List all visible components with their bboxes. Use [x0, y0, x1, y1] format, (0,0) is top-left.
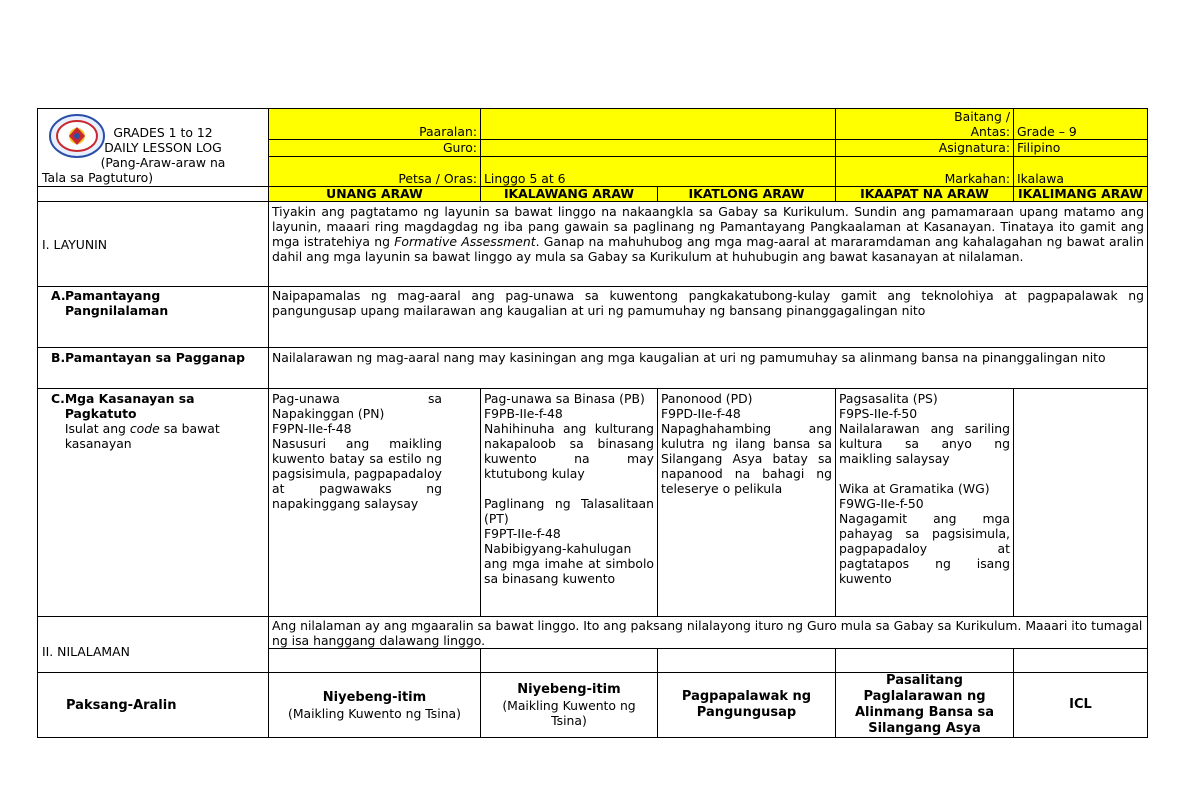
nilalaman-label: II. NILALAMAN	[38, 617, 269, 673]
layunin-text	[269, 202, 1148, 287]
section-b-letter: B.	[51, 350, 66, 365]
section-a-letter: A.	[51, 288, 66, 303]
section-c-title-line-2: Pagkatuto	[64, 406, 137, 421]
paksa-day-1-title: Niyebeng-itim	[322, 689, 427, 705]
paksa-day-2-title: Niyebeng-itim	[517, 682, 621, 697]
layunin-text-part-1: Tiyakin ang pagtatamo ng layunin sa bawat linggo na nakaangkla sa Gabay sa Kurikulum. Sundin ang pamamaraan upang matamo ang layunin, maaari ring magdagdag ng iba pang gawain sa paglinang ng Pamantayang Pangkaalaman at Kasanayan. Tinataya ito gamit ang mga istratehiya ng	[272, 204, 1144, 249]
kasanayan-day-3-line: Panonood (PD)	[661, 391, 753, 406]
day-header-3: IKATLONG ARAW	[658, 187, 836, 202]
kasanayan-day-3-code: F9PD-IIe-f-48	[661, 406, 741, 421]
quarter-value[interactable]: Ikalawa	[1014, 156, 1148, 186]
grade-label	[836, 109, 1014, 140]
kasanayan-day-4-desc: Nailalarawan ang sariling kultura sa anyo ng maikling salaysay	[839, 421, 1010, 466]
kasanayan-day-4-code-b: F9WG-IIe-f-50	[839, 496, 924, 511]
date-value[interactable]: Linggo 5 at 6	[481, 156, 836, 186]
pamantayang-pangnilalaman-label	[38, 287, 269, 348]
kasanayan-day-2-desc: Nahihinuha ang kulturang nakapaloob sa binasang kuwento na may ktutubong kulay	[484, 421, 654, 481]
kasanayan-day-1-desc: Nasusuri ang maikling kuwento batay sa estilo ng pagsisimula, pagpapadaloy at pagwawaks ng napakinggang salaysay	[272, 436, 443, 511]
teacher-label: Guro:	[269, 140, 481, 156]
paksa-day-5: ICL	[1014, 673, 1148, 738]
nilalaman-day-4	[836, 649, 1014, 673]
title-line-3: (Pang-Araw-araw na	[100, 155, 226, 170]
quarter-label: Markahan:	[836, 156, 1014, 186]
day-header-4: IKAAPAT NA ARAW	[836, 187, 1014, 202]
pamantayan-pagganap-label	[38, 348, 269, 389]
kasanayan-day-2-desc-b: Nabibigyang-kahulugan ang mga imahe at simbolo sa binasang kuwento	[484, 541, 654, 586]
nilalaman-day-5	[1014, 649, 1148, 673]
kasanayan-day-5	[1014, 389, 1148, 617]
grade-value[interactable]: Grade – 9	[1014, 109, 1148, 140]
grade-label-line-2: Antas:	[970, 124, 1010, 139]
nilalaman-day-1	[269, 649, 481, 673]
kasanayan-day-3-desc: Napaghahambing ang kulutra ng ilang bansa sa Silangang Asya batay sa napanood na bahagi ng teleserye o pelikula	[661, 421, 832, 496]
day-header-1: UNANG ARAW	[269, 187, 481, 202]
date-label: Petsa / Oras:	[269, 156, 481, 186]
kasanayan-day-3	[658, 389, 836, 617]
grade-label-line-1: Baitang /	[954, 109, 1010, 124]
kasanayan-day-4-desc-b: Nagagamit ang mga pahayag sa pagsisimula, pagpapadaloy at pagtatapos ng isang kuwento	[839, 511, 1010, 586]
kasanayan-day-2-code: F9PB-IIe-f-48	[484, 406, 563, 421]
section-c-note-italic: code	[129, 421, 160, 436]
day-header-5: IKALIMANG ARAW	[1014, 187, 1148, 202]
section-c-title	[65, 391, 265, 451]
kasanayan-day-4-code: F9PS-IIe-f-50	[839, 406, 918, 421]
day-header-blank	[38, 187, 269, 202]
section-c-title-line-1: Mga Kasanayan sa	[64, 391, 195, 406]
kasanayan-day-4-line-b: Wika at Gramatika (WG)	[839, 481, 990, 496]
kasanayan-day-1-line: Pag-unawa sa Napakinggan (PN)	[272, 391, 442, 421]
pamantayan-pagganap-text: Nailalarawan ng mag-aaral nang may kasiningan ang mga kaugalian at uri ng pamumuhay sa alinmang bansa na pinanggalingan nito	[269, 348, 1148, 389]
kasanayan-day-2-spacer	[484, 481, 654, 496]
pamantayang-pangnilalaman-heading	[41, 288, 265, 318]
section-a-title-line-2: Pangnilalaman	[65, 303, 169, 318]
teacher-value[interactable]	[481, 140, 836, 156]
title-line-2: DAILY LESSON LOG	[104, 140, 222, 155]
kasanayan-day-4	[836, 389, 1014, 617]
school-label: Paaralan:	[269, 109, 481, 140]
section-c-note-part-2: sa bawat kasanayan	[64, 421, 220, 451]
paksa-day-2	[481, 673, 658, 738]
subject-label: Asignatura:	[836, 140, 1014, 156]
nilalaman-day-2	[481, 649, 658, 673]
daily-lesson-log-table	[37, 108, 1148, 738]
section-c-note	[65, 421, 265, 451]
layunin-text-part-2: . Ganap na mahuhubog ang mga mag-aaral at mararamdaman ang kahalagahan ng bawat aralin dahil ang mga layunin sa bawat linggo ay mula sa Gabay sa Kurikulum at huhubugin ang bawat kasanayan at nilalaman.	[272, 234, 1144, 264]
subject-value[interactable]: Filipino	[1014, 140, 1148, 156]
section-c-letter: C.	[51, 391, 65, 406]
title-line-4: Tala sa Pagtuturo)	[42, 170, 154, 185]
day-header-2: IKALAWANG ARAW	[481, 187, 658, 202]
kasanayan-day-2-line: Pag-unawa sa Binasa (PB)	[484, 391, 645, 406]
paksa-day-2-sub: (Maikling Kuwento ng Tsina)	[502, 698, 636, 728]
kasanayan-day-1	[269, 389, 481, 617]
title-line-1: GRADES 1 to 12	[113, 125, 213, 140]
kasanayan-day-2-line-b: Paglinang ng Talasalitaan (PT)	[484, 496, 654, 526]
kasanayan-label	[38, 389, 269, 617]
header-title-cell	[38, 109, 269, 187]
section-a-title	[65, 288, 168, 318]
kasanayan-day-4-spacer	[839, 466, 1010, 481]
kasanayan-day-1-code: F9PN-IIe-f-48	[272, 421, 352, 436]
school-value[interactable]	[481, 109, 836, 140]
layunin-label: I. LAYUNIN	[38, 202, 269, 287]
pamantayan-pagganap-heading	[41, 350, 265, 365]
paksa-day-3: Pagpapalawak ng Pangungusap	[658, 673, 836, 738]
kasanayan-day-4-line: Pagsasalita (PS)	[839, 391, 938, 406]
section-a-title-line-1: Pamantayang	[65, 288, 161, 303]
nilalaman-text: Ang nilalaman ay ang mgaaralin sa bawat linggo. Ito ang paksang nilalayong ituro ng Guro mula sa Gabay sa Kurikulum. Maaari ito tumagal ng isa hanggang dalawang linggo.	[269, 617, 1148, 649]
section-b-title: Pamantayan sa Pagganap	[65, 350, 245, 365]
paksa-day-1	[269, 673, 481, 738]
paksa-label: Paksang-Aralin	[38, 673, 269, 738]
kasanayan-day-2	[481, 389, 658, 617]
nilalaman-day-3	[658, 649, 836, 673]
paksa-day-1-sub: (Maikling Kuwento ng Tsina)	[288, 705, 461, 721]
pamantayang-pangnilalaman-text: Naipapamalas ng mag-aaral ang pag-unawa sa kuwentong pangkakatubong-kulay gamit ang teknolohiya at pagpapalawak ng pangungusap upang mailarawan ang kaugalian at uri ng pamumuhay ng bansang pinanggagalingan nito	[269, 287, 1148, 348]
section-c-note-part-1: Isulat ang	[64, 421, 130, 436]
paksa-day-4: Pasalitang Paglalarawan ng Alinmang Bansa sa Silangang Asya	[836, 673, 1014, 738]
kasanayan-heading	[41, 391, 265, 451]
kasanayan-day-2-code-b: F9PT-IIe-f-48	[484, 526, 561, 541]
layunin-text-italic: Formative Assessment	[394, 234, 536, 249]
